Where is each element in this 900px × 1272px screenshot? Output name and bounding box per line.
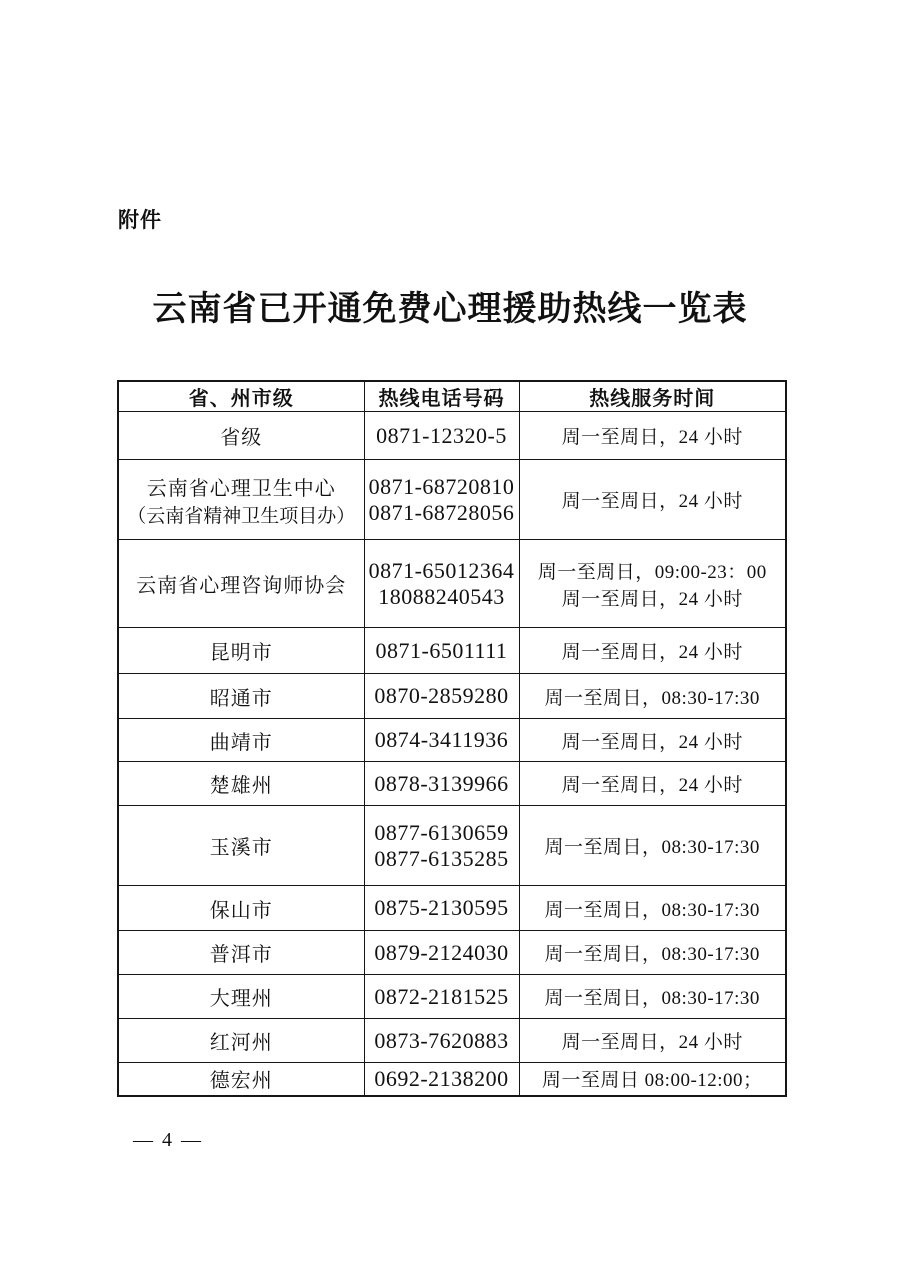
phone-number: 0870-2859280: [374, 683, 509, 708]
phone-number: 0871-68720810: [368, 473, 515, 499]
phone-cell: [364, 931, 519, 975]
phone-cell: [364, 412, 519, 460]
page-number: — 4 —: [133, 1129, 203, 1151]
service-time: 周一至周日，09:00-23：00: [537, 561, 767, 583]
phone-cell: [364, 540, 519, 628]
table-body: [118, 412, 786, 1096]
table-row: [118, 674, 786, 719]
phone-cell: [364, 886, 519, 931]
phone-number: 0877-6135285: [374, 845, 509, 871]
phone-cell: [364, 674, 519, 719]
table-row: [118, 806, 786, 886]
region-cell: [118, 540, 364, 628]
time-cell: [519, 975, 786, 1019]
service-time: 周一至周日，24 小时: [561, 427, 743, 448]
time-cell: [519, 762, 786, 806]
region-cell: [118, 806, 364, 886]
region-name: 曲靖市: [209, 731, 273, 754]
time-cell: [519, 412, 786, 460]
service-time: 周一至周日，08:30-17:30: [544, 687, 760, 709]
region-cell: [118, 762, 364, 806]
table-row: [118, 412, 786, 460]
region-name: 省级: [220, 427, 263, 449]
table-row: [118, 1019, 786, 1063]
time-cell: [519, 719, 786, 762]
region-name-alt: （云南省精神卫生项目办）: [127, 505, 356, 527]
column-header-time: 热线服务时间: [519, 381, 786, 412]
time-cell: [519, 806, 786, 886]
region-cell: [118, 886, 364, 931]
table-row: [118, 931, 786, 975]
phone-number: 0871-65012364: [368, 557, 515, 583]
region-name: 普洱市: [209, 944, 273, 966]
region-cell: [118, 931, 364, 975]
table-row: [118, 886, 786, 931]
table-row: [118, 540, 786, 628]
service-time: 周一至周日，08:30-17:30: [544, 944, 760, 965]
region-name: 保山市: [209, 899, 273, 922]
phone-number: 0879-2124030: [374, 939, 509, 965]
hotline-table: [117, 380, 787, 1097]
service-time: 周一至周日，24 小时: [561, 1032, 743, 1053]
table-row: [118, 762, 786, 806]
phone-number: 0873-7620883: [374, 1027, 509, 1053]
region-name: 德宏州: [209, 1070, 273, 1093]
region-name: 玉溪市: [209, 837, 273, 859]
phone-number: 0878-3139966: [374, 770, 509, 796]
table-row: [118, 1063, 786, 1096]
region-name: 楚雄州: [209, 775, 273, 797]
time-cell: [519, 540, 786, 628]
region-cell: [118, 460, 364, 540]
phone-cell: [364, 719, 519, 762]
phone-cell: [364, 975, 519, 1019]
phone-number: 0692-2138200: [374, 1065, 509, 1091]
service-time: 周一至周日，08:30-17:30: [544, 988, 760, 1009]
region-name: 云南省心理咨询师协会: [136, 575, 347, 597]
region-name: 昆明市: [209, 642, 273, 664]
table-row: [118, 719, 786, 762]
phone-number: 18088240543: [378, 583, 505, 609]
region-cell: [118, 1063, 364, 1096]
phone-number: 0871-12320-5: [376, 422, 507, 448]
region-name: 红河州: [209, 1032, 273, 1054]
table-header-row: [118, 381, 786, 412]
time-cell: [519, 674, 786, 719]
phone-number: 0874-3411936: [374, 727, 509, 752]
phone-number: 0875-2130595: [374, 895, 509, 920]
region-cell: [118, 1019, 364, 1063]
phone-cell: [364, 1019, 519, 1063]
phone-number: 0871-6501111: [375, 637, 508, 663]
time-cell: [519, 886, 786, 931]
page-title: 云南省已开通免费心理援助热线一览表: [152, 291, 748, 328]
attachment-label: 附件: [118, 209, 162, 232]
region-cell: [118, 628, 364, 674]
region-name: 云南省心理卫生中心: [146, 477, 336, 500]
region-name: 昭通市: [209, 687, 273, 710]
service-time: 周一至周日，24 小时: [561, 588, 743, 610]
region-cell: [118, 412, 364, 460]
region-name: 大理州: [209, 988, 273, 1010]
region-cell: [118, 674, 364, 719]
phone-cell: [364, 806, 519, 886]
phone-number: 0871-68728056: [368, 499, 515, 525]
phone-cell: [364, 1063, 519, 1096]
table-row: [118, 460, 786, 540]
table-row: [118, 975, 786, 1019]
phone-cell: [364, 628, 519, 674]
service-time: 周一至周日，24 小时: [561, 491, 743, 512]
service-time: 周一至周日 08:00-12:00；: [541, 1070, 763, 1092]
service-time: 周一至周日，24 小时: [561, 642, 743, 663]
time-cell: [519, 1063, 786, 1096]
time-cell: [519, 460, 786, 540]
service-time: 周一至周日，24 小时: [561, 731, 743, 753]
time-cell: [519, 628, 786, 674]
time-cell: [519, 931, 786, 975]
region-cell: [118, 719, 364, 762]
column-header-region: 省、州市级: [118, 381, 364, 412]
time-cell: [519, 1019, 786, 1063]
service-time: 周一至周日，08:30-17:30: [544, 899, 760, 921]
region-cell: [118, 975, 364, 1019]
service-time: 周一至周日，08:30-17:30: [544, 837, 760, 858]
phone-number: 0877-6130659: [374, 819, 509, 845]
phone-number: 0872-2181525: [374, 983, 509, 1009]
phone-cell: [364, 762, 519, 806]
service-time: 周一至周日，24 小时: [561, 775, 743, 796]
table-row: [118, 628, 786, 674]
phone-cell: [364, 460, 519, 540]
column-header-phone: 热线电话号码: [364, 381, 519, 412]
